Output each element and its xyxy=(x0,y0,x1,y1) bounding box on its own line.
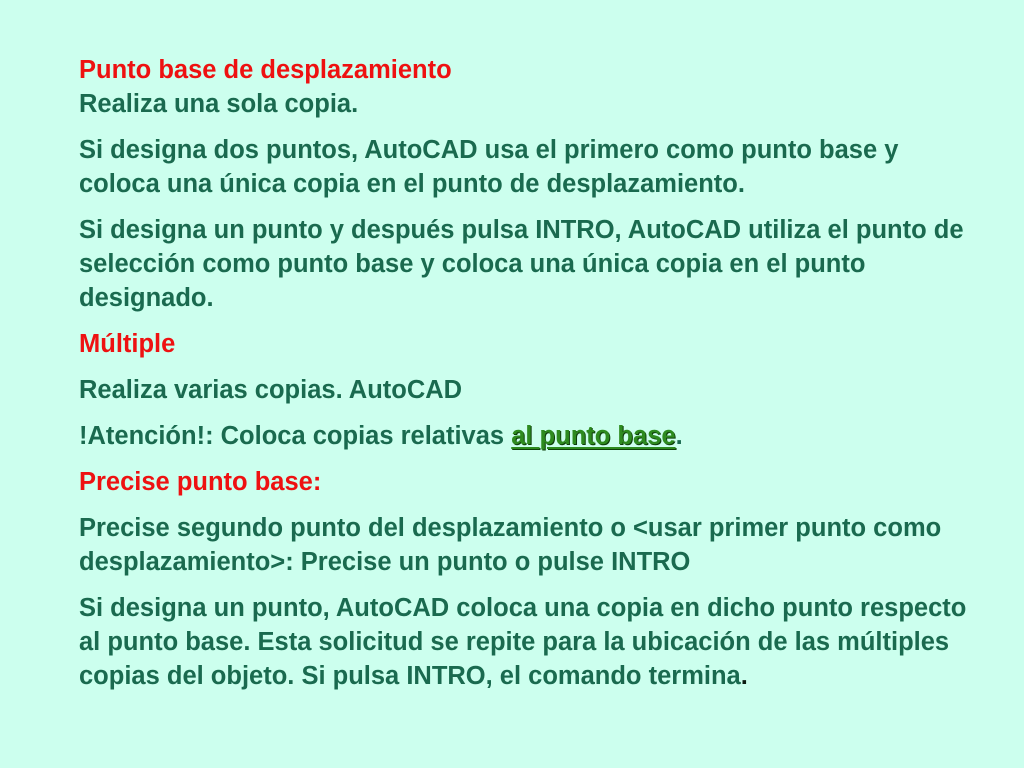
heading-precise: Precise punto base: xyxy=(79,468,322,496)
attention-highlight: al punto base xyxy=(511,422,676,450)
heading-desplazamiento: Punto base de desplazamiento xyxy=(79,56,452,84)
attention-suffix: . xyxy=(675,422,683,450)
para-final xyxy=(79,591,984,693)
final-text: Si designa un punto, AutoCAD coloca una copia en dicho punto respecto al punto base. Esta solicitud se repite para la ubicación de las múltiples copias del objeto. Si pulsa INTRO, el comando termina xyxy=(79,594,967,690)
attention-prefix: !Atención!: Coloca copias relativas xyxy=(79,422,512,450)
line-varias-copias: Realiza varias copias. AutoCAD xyxy=(79,376,463,404)
para-prompt: Precise segundo punto del desplazamiento o <usar primer punto como desplazamiento>: Precise un punto o pulse INTRO xyxy=(79,514,942,576)
heading-multiple: Múltiple xyxy=(79,330,176,358)
para-dos-puntos: Si designa dos puntos, AutoCAD usa el primero como punto base y coloca una única copia en el punto de desplazamiento. xyxy=(79,136,899,198)
final-end: . xyxy=(740,662,748,690)
para-un-punto: Si designa un punto y después pulsa INTRO, AutoCAD utiliza el punto de selección como punto base y coloca una única copia en el punto designado. xyxy=(79,216,964,312)
line-sola-copia: Realiza una sola copia. xyxy=(79,90,359,118)
attention-line xyxy=(79,419,984,453)
